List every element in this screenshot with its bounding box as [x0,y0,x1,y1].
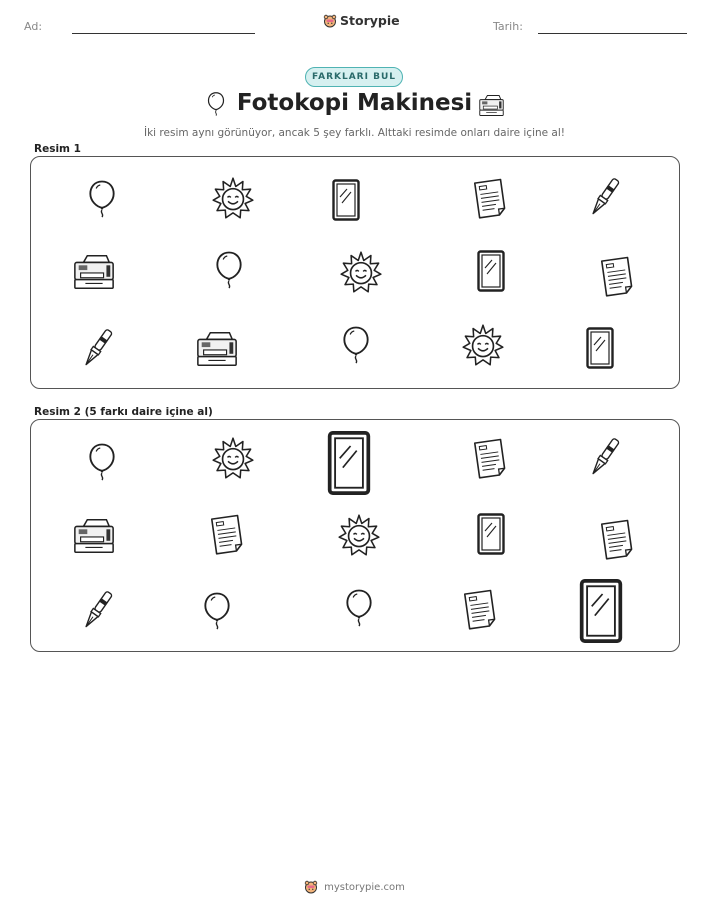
copier-icon [72,250,116,294]
picture1-label: Resim 1 [34,143,81,155]
copier-icon [195,327,239,371]
name-label: Ad: [24,20,43,33]
storypie-mascot-icon [323,14,337,28]
tablet-icon [474,510,508,558]
document-icon [596,254,640,298]
activity-badge: FARKLARI BUL [305,67,403,87]
footer [0,880,709,894]
sun-icon [337,513,381,557]
pen-icon [77,324,117,374]
balloon-icon [214,246,244,294]
copier-icon [478,93,505,122]
sun-icon [211,176,255,220]
document-icon [596,517,640,561]
page-title: Fotokopi Makinesi [236,90,473,116]
balloon-icon [344,584,374,632]
document-icon [469,176,513,220]
balloon-icon [80,175,124,223]
sun-icon [211,436,255,480]
date-line[interactable] [538,33,687,34]
copier-icon [72,514,116,558]
storypie-mascot-icon [304,880,318,894]
brand-logo [323,13,400,28]
brand-name: Storypie [340,13,400,28]
sun-icon [461,323,505,367]
balloon-icon [202,587,232,635]
footer-url: mystorypie.com [324,881,405,893]
tablet-icon [323,428,375,498]
sun-icon [339,250,383,294]
document-icon [206,512,250,556]
date-label: Tarih: [493,20,523,33]
tablet-icon [474,247,508,295]
picture2-panel[interactable] [30,419,680,652]
instructions: İki resim aynı görünüyor, ancak 5 şey farklı. Alttaki resimde onları daire içine al! [144,127,565,139]
document-icon [469,436,513,480]
picture1-panel [30,156,680,389]
balloon-icon [341,321,371,369]
picture2-label: Resim 2 (5 farkı daire içine al) [34,406,213,418]
name-line[interactable] [72,33,255,34]
pen-icon [584,173,624,223]
balloon-icon [80,438,124,486]
tablet-icon [575,576,627,646]
tablet-icon [583,324,617,372]
document-icon [459,587,503,631]
pen-icon [77,586,117,636]
pen-icon [584,433,624,483]
tablet-icon [329,177,363,223]
